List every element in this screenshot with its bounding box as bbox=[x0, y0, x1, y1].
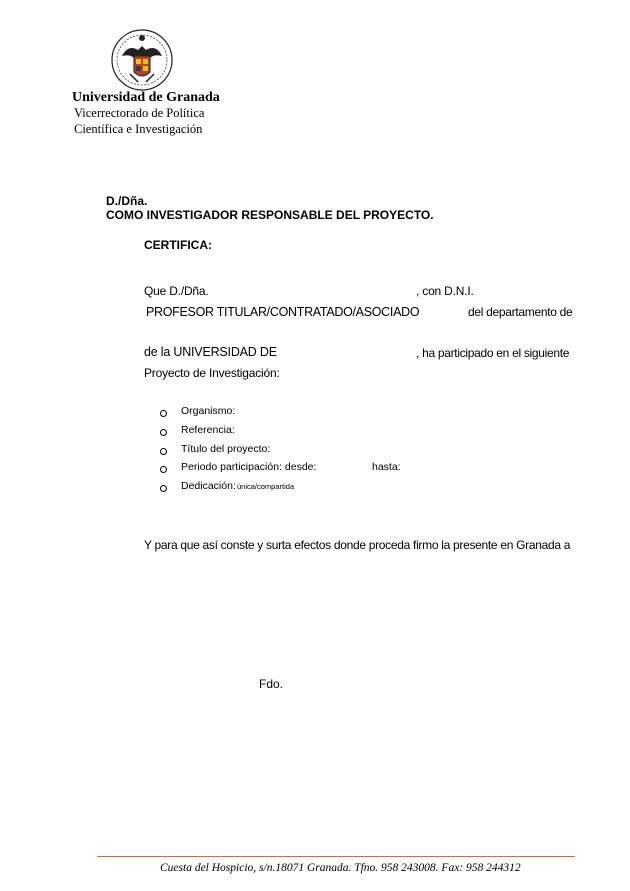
item-periodo-desde: Periodo participación: desde: bbox=[181, 461, 317, 473]
footer-address: Cuesta del Hospicio, s/n.18071 Granada. Tfno. 958 243008. Fax: 958 244312 bbox=[160, 862, 521, 874]
item-organismo: Organismo: bbox=[181, 405, 236, 417]
participado-label: , ha participado en el siguiente bbox=[416, 346, 570, 360]
university-name: Universidad de Granada bbox=[72, 90, 220, 105]
dni-label: , con D.N.I. bbox=[416, 284, 474, 298]
signature-label: Fdo. bbox=[259, 677, 284, 691]
closing-text: Y para que así conste y surta efectos donde proceda firmo la presente en Granada a bbox=[144, 538, 571, 552]
bullet-icon bbox=[160, 466, 167, 473]
footer-divider bbox=[97, 856, 575, 857]
item-periodo-hasta: hasta: bbox=[372, 461, 401, 473]
university-coat-of-arms-icon bbox=[110, 28, 174, 92]
heading-name: D./Dña. bbox=[106, 194, 148, 208]
heading-role: COMO INVESTIGADOR RESPONSABLE DEL PROYECTO. bbox=[106, 208, 434, 222]
bullet-icon bbox=[160, 410, 167, 417]
item-referencia: Referencia: bbox=[181, 424, 235, 436]
universidad-label: de la UNIVERSIDAD DE bbox=[144, 345, 277, 359]
bullet-icon bbox=[160, 448, 167, 455]
proyecto-label: Proyecto de Investigación: bbox=[144, 366, 280, 380]
item-dedicacion-hint: única/compartida bbox=[237, 482, 295, 491]
vicerrectorado-line-1: Vicerrectorado de Política bbox=[74, 106, 205, 120]
departamento-label: del departamento de bbox=[468, 305, 573, 319]
bullet-icon bbox=[160, 485, 167, 492]
bullet-icon bbox=[160, 429, 167, 436]
que-label: Que D./Dña. bbox=[144, 284, 209, 298]
item-dedicacion: Dedicación: bbox=[181, 480, 236, 492]
vicerrectorado-line-2: Científica e Investigación bbox=[74, 122, 203, 136]
certifica-label: CERTIFICA: bbox=[144, 238, 212, 252]
cargo-text: PROFESOR TITULAR/CONTRATADO/ASOCIADO bbox=[146, 305, 420, 319]
item-titulo: Título del proyecto: bbox=[181, 443, 271, 455]
